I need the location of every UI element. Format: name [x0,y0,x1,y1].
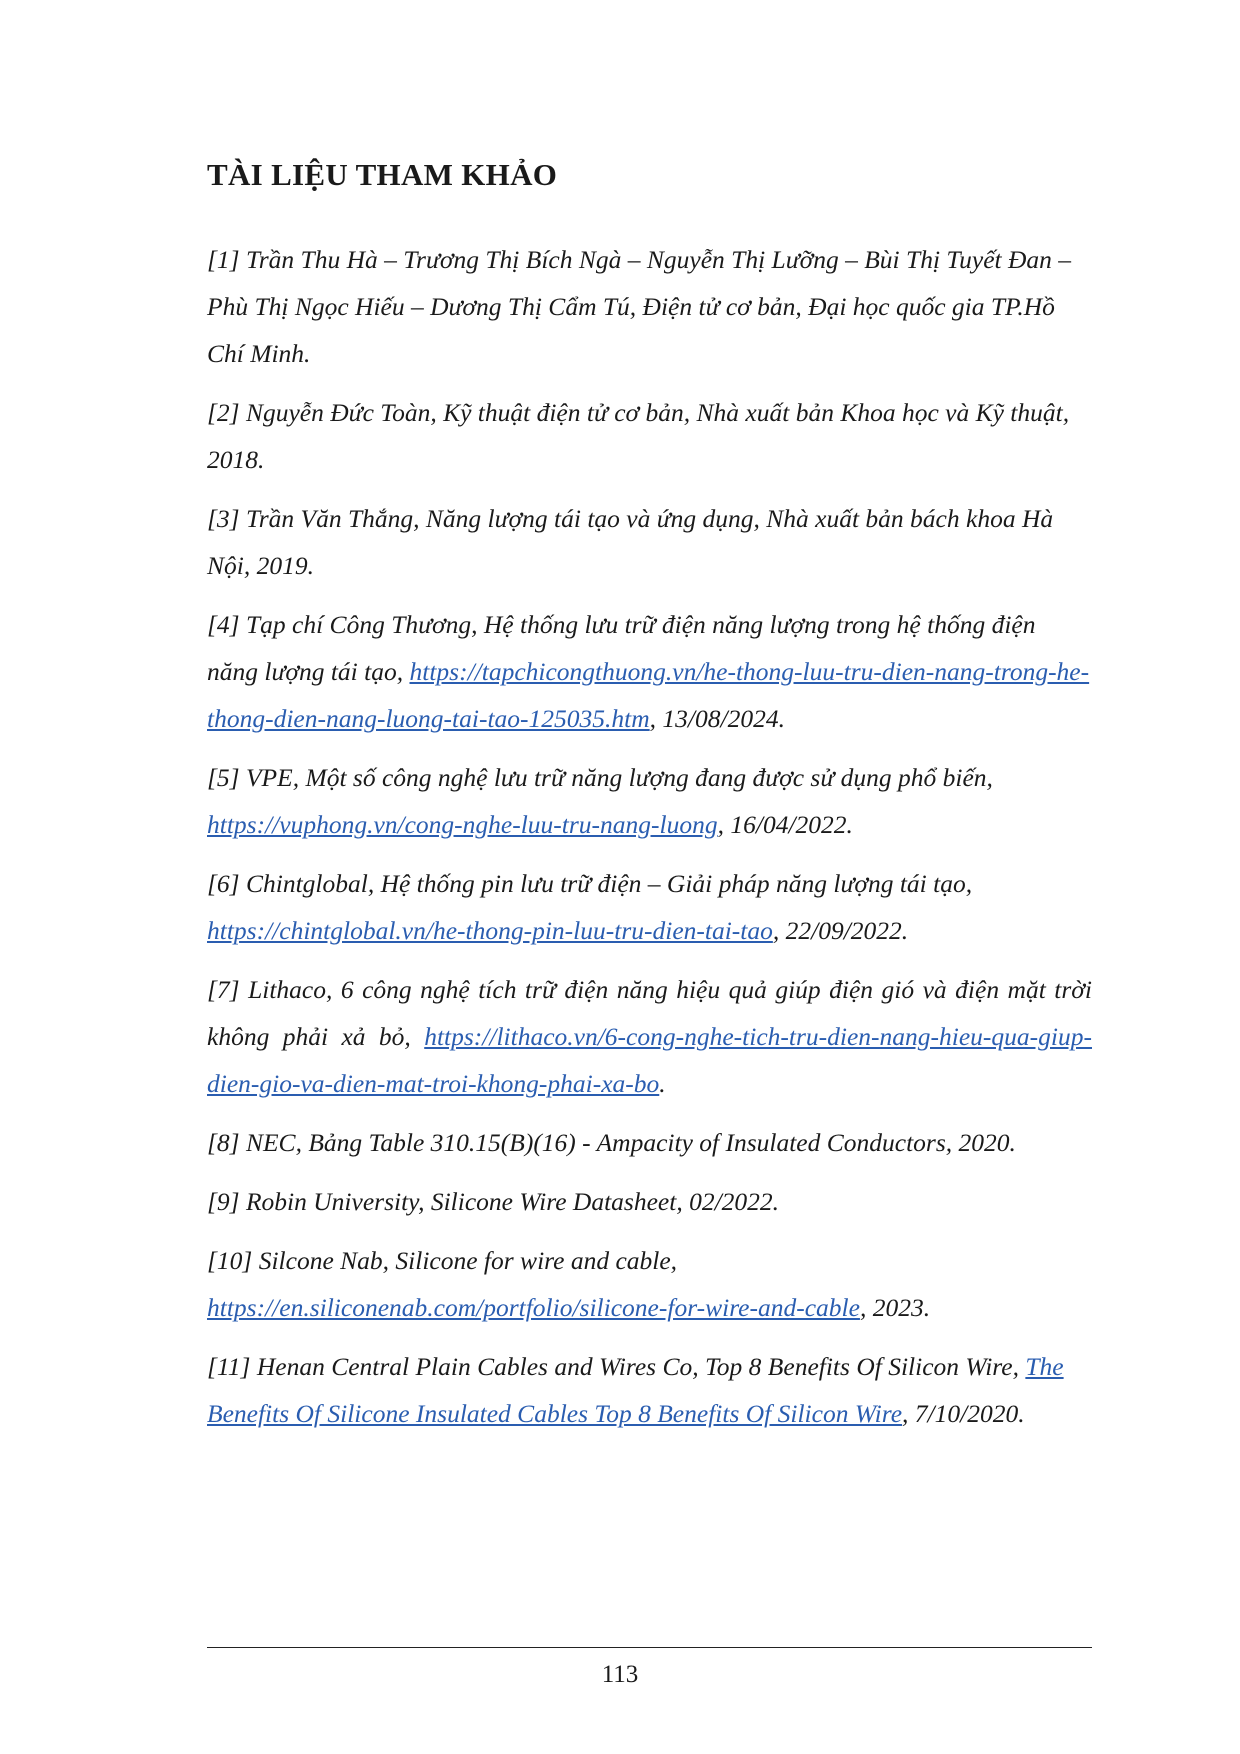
reference-3: [3] Trần Văn Thắng, Năng lượng tái tạo và ứng dụng, Nhà xuất bản bách khoa Hà Nội, 2019. [207,504,1054,580]
reference-text: [7] Lithaco, 6 công nghệ tích trữ điện năng hiệu quả giúp điện gió và điện mặt trời không phải xả bỏ, [207,975,1092,1051]
reference-link[interactable]: https://tapchicongthuong.vn/he-thong-luu-tru-dien-nang-trong-he-thong-dien-nang-luong-tai-tao-125035.htm [207,657,1090,733]
reference-date: , 16/04/2022. [717,810,853,839]
reference-list [207,236,1092,1449]
reference-text: [5] VPE, Một số công nghệ lưu trữ năng lượng đang được sử dụng phổ biến, [207,763,993,792]
reference-11 [207,1343,1092,1437]
reference-date: , 13/08/2024. [649,704,785,733]
reference-8: [8] NEC, Bảng Table 310.15(B)(16) - Ampacity of Insulated Conductors, 2020. [207,1128,1016,1157]
reference-date: , 2023. [859,1293,931,1322]
reference-text: [4] Tạp chí Công Thương, Hệ thống lưu trữ điện năng lượng trong hệ thống điện năng lượng tái tạo, [207,610,1036,686]
reference-date: . [659,1069,666,1098]
reference-date: , 22/09/2022. [772,916,909,945]
reference-link[interactable]: https://en.siliconenab.com/portfolio/silicone-for-wire-and-cable [207,1293,860,1322]
reference-date: , 7/10/2020. [902,1399,1025,1428]
reference-1: [1] Trần Thu Hà – Trương Thị Bích Ngà – Nguyễn Thị Lưỡng – Bùi Thị Tuyết Đan – Phù Thị Ngọc Hiếu – Dương Thị Cẩm Tú, Điện tử cơ bản, Đại học quốc gia TP.Hồ Chí Minh. [207,245,1072,368]
reference-7 [207,966,1092,1107]
reference-text: [6] Chintglobal, Hệ thống pin lưu trữ điện – Giải pháp năng lượng tái tạo, [207,869,973,898]
page-number: 113 [601,1661,639,1688]
reference-10 [207,1237,1092,1331]
reference-link[interactable]: https://vuphong.vn/cong-nghe-luu-tru-nang-luong [207,810,718,839]
reference-link[interactable]: https://chintglobal.vn/he-thong-pin-luu-tru-dien-tai-tao [207,916,773,945]
footer-divider [207,1647,1092,1648]
reference-link[interactable]: The Benefits Of Silicone Insulated Cables Top 8 Benefits Of Silicon Wire [207,1352,1064,1428]
reference-6 [207,860,1092,954]
reference-4 [207,601,1092,742]
reference-text: [11] Henan Central Plain Cables and Wires Co, Top 8 Benefits Of Silicon Wire, [207,1352,1026,1381]
reference-text: [10] Silcone Nab, Silicone for wire and cable, [207,1246,678,1275]
reference-9: [9] Robin University, Silicone Wire Datasheet, 02/2022. [207,1187,780,1216]
reference-2: [2] Nguyễn Đức Toàn, Kỹ thuật điện tử cơ bản, Nhà xuất bản Khoa học và Kỹ thuật, 2018. [207,398,1070,474]
page-title: TÀI LIỆU THAM KHẢO [207,157,558,192]
reference-link[interactable]: https://lithaco.vn/6-cong-nghe-tich-tru-dien-nang-hieu-qua-giup-dien-gio-va-dien-mat-troi-khong-phai-xa-bo [207,1022,1092,1098]
reference-5 [207,754,1092,848]
